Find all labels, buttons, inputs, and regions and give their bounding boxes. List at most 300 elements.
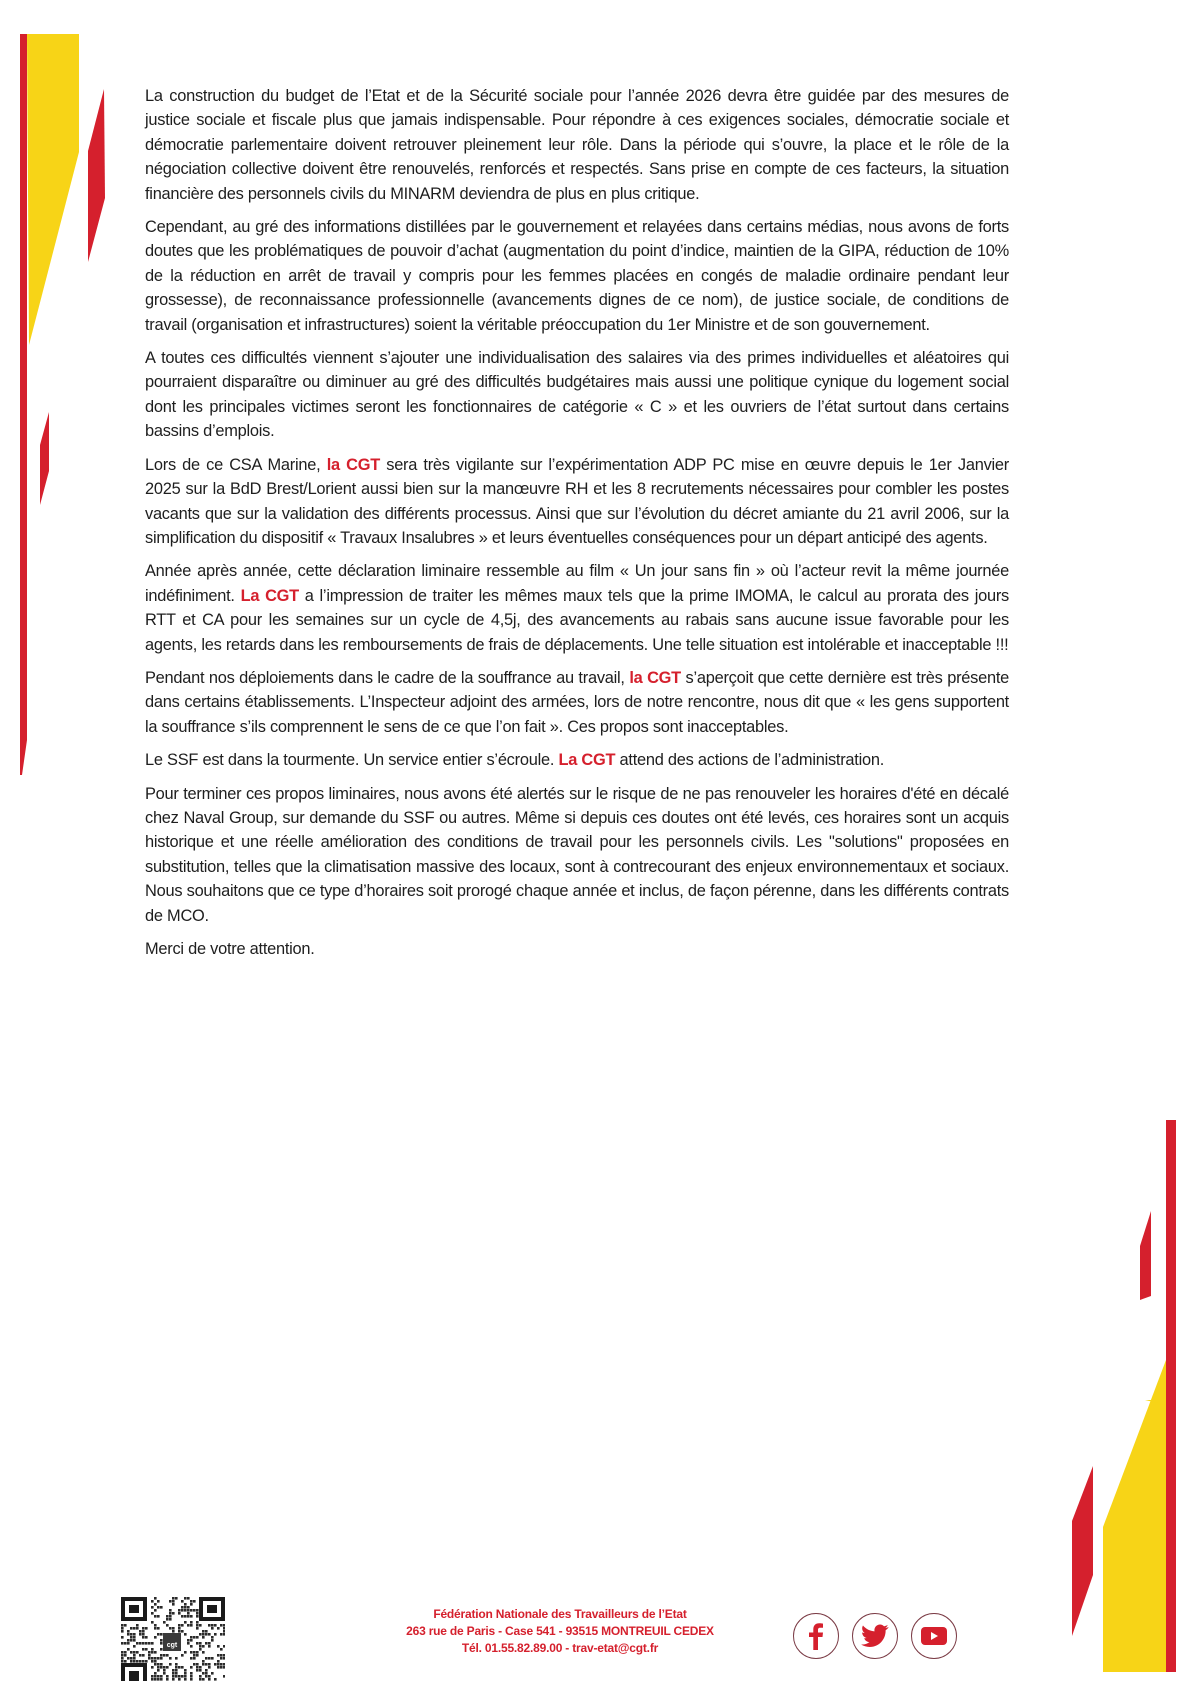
twitter-link[interactable]	[852, 1613, 898, 1659]
qr-module	[145, 1642, 148, 1645]
text-segment: Lors de ce CSA Marine,	[145, 455, 327, 474]
qr-module	[217, 1627, 220, 1630]
qr-module	[208, 1633, 211, 1636]
qr-module	[211, 1636, 214, 1639]
qr-module	[214, 1624, 217, 1627]
decor-red-sliver-3	[1140, 1211, 1151, 1300]
qr-module	[160, 1648, 163, 1651]
qr-module	[160, 1678, 163, 1681]
qr-module	[202, 1645, 205, 1648]
qr-module	[157, 1666, 160, 1669]
qr-module	[187, 1642, 190, 1645]
qr-module	[157, 1675, 160, 1678]
qr-module	[142, 1636, 145, 1639]
qr-module	[205, 1675, 208, 1678]
qr-module	[178, 1609, 181, 1612]
qr-module	[133, 1627, 136, 1630]
qr-module	[181, 1624, 184, 1627]
qr-module	[217, 1645, 220, 1648]
text-segment: Pendant nos déploiements dans le cadre de la souffrance au travail,	[145, 668, 630, 687]
qr-module	[190, 1666, 193, 1669]
qr-module	[196, 1624, 199, 1627]
qr-module	[223, 1627, 225, 1630]
qr-module	[190, 1636, 193, 1639]
qr-module	[196, 1669, 199, 1672]
paragraph	[145, 937, 1009, 961]
qr-module	[190, 1624, 193, 1627]
qr-module	[181, 1609, 184, 1612]
qr-module	[154, 1663, 157, 1666]
qr-module	[130, 1651, 133, 1654]
qr-module	[142, 1654, 145, 1657]
text-segment: Année après année, cette déclaration liminaire ressemble au film « Un jour sans fin » où l’acteur revit la même journée indéfiniment.	[145, 562, 1009, 605]
qr-module	[160, 1657, 163, 1660]
qr-module	[202, 1636, 205, 1639]
qr-module	[208, 1624, 211, 1627]
qr-module	[124, 1660, 127, 1663]
qr-module	[217, 1663, 220, 1666]
qr-module	[184, 1633, 187, 1636]
qr-module	[178, 1630, 181, 1633]
qr-module	[160, 1633, 163, 1636]
qr-module	[193, 1651, 196, 1654]
qr-module	[184, 1651, 187, 1654]
qr-module	[151, 1642, 154, 1645]
qr-module	[220, 1654, 223, 1657]
qr-module	[175, 1657, 178, 1660]
paragraph	[145, 346, 1009, 444]
qr-module	[169, 1600, 172, 1603]
qr-module	[193, 1654, 196, 1657]
qr-module	[169, 1612, 172, 1615]
qr-module	[130, 1636, 133, 1639]
qr-module	[151, 1660, 154, 1663]
qr-module	[187, 1597, 190, 1600]
qr-module	[208, 1663, 211, 1666]
cgt-highlight: la CGT	[629, 668, 681, 687]
qr-module	[157, 1657, 160, 1660]
qr-module	[202, 1651, 205, 1654]
paragraph	[145, 453, 1009, 551]
qr-module	[199, 1633, 202, 1636]
qr-module	[187, 1624, 190, 1627]
footer-organization: Fédération Nationale des Travailleurs de l’Etat	[433, 1607, 687, 1621]
qr-module	[217, 1666, 220, 1669]
qr-module	[169, 1609, 172, 1612]
qr-module	[184, 1597, 187, 1600]
qr-module	[211, 1624, 214, 1627]
qr-module	[217, 1660, 220, 1663]
qr-module	[148, 1657, 151, 1660]
document-body	[145, 84, 1009, 970]
decor-red-bar-bottom-right	[1166, 1120, 1176, 1672]
qr-module	[130, 1633, 133, 1636]
footer-address: 263 rue de Paris - Case 541 - 93515 MONTREUIL CEDEX	[406, 1624, 714, 1638]
qr-module	[178, 1678, 181, 1681]
qr-module	[223, 1630, 225, 1633]
qr-module	[136, 1624, 139, 1627]
qr-module	[223, 1645, 225, 1648]
qr-module	[169, 1627, 172, 1630]
qr-module	[214, 1663, 217, 1666]
text-segment: s’aperçoit que cette dernière est très présente dans certains établissements. L’Inspecteur adjoint des armées, lors de notre rencontre, nous dit que « les gens supportent la souffrance s’ils comprennent le sens de ce que l’on fait ». Ces propos sont inacceptables.	[145, 668, 1009, 736]
qr-module	[121, 1657, 124, 1660]
text-segment: A toutes ces difficultés viennent s’ajouter une individualisation des salaires via des primes individuelles et aléatoires qui pourraient disparaître ou diminuer au gré des difficultés budgétaires mais aussi une politique cynique du logement social dont les principales victimes seront les fonctionnaires de catégorie « C » et les ouvriers de l’état surtout dans certains bassins d’emplois.	[145, 349, 1009, 441]
qr-module	[151, 1606, 154, 1609]
qr-module	[160, 1675, 163, 1678]
qr-module	[151, 1678, 154, 1681]
paragraph	[145, 748, 1009, 772]
facebook-link[interactable]	[793, 1613, 839, 1659]
qr-module	[181, 1666, 184, 1669]
qr-module	[130, 1627, 133, 1630]
qr-module	[160, 1663, 163, 1666]
twitter-icon	[861, 1624, 889, 1648]
qr-module	[193, 1609, 196, 1612]
qr-module	[169, 1663, 172, 1666]
qr-module	[133, 1651, 136, 1654]
qr-module	[196, 1642, 199, 1645]
paragraph	[145, 666, 1009, 739]
qr-module	[127, 1639, 130, 1642]
qr-module	[202, 1678, 205, 1681]
qr-module	[184, 1621, 187, 1624]
qr-module	[136, 1660, 139, 1663]
qr-module	[205, 1663, 208, 1666]
qr-module	[187, 1639, 190, 1642]
qr-module	[190, 1672, 193, 1675]
qr-module	[127, 1633, 130, 1636]
cgt-highlight: La CGT	[558, 751, 616, 770]
qr-module	[136, 1627, 139, 1630]
qr-module	[220, 1657, 223, 1660]
qr-module	[178, 1624, 181, 1627]
qr-module	[205, 1642, 208, 1645]
qr-module	[220, 1633, 223, 1636]
qr-module	[214, 1633, 217, 1636]
qr-module	[205, 1657, 208, 1660]
qr-module	[133, 1636, 136, 1639]
text-segment: attend des actions de l’administration.	[615, 751, 885, 770]
qr-code	[121, 1597, 225, 1681]
qr-module	[157, 1678, 160, 1681]
qr-module	[139, 1660, 142, 1663]
paragraph	[145, 782, 1009, 928]
qr-module	[190, 1678, 193, 1681]
qr-module	[223, 1624, 225, 1627]
cgt-highlight: la CGT	[326, 455, 380, 474]
qr-module	[166, 1654, 169, 1657]
qr-module	[187, 1615, 190, 1618]
qr-module	[175, 1663, 178, 1666]
qr-module	[154, 1660, 157, 1663]
qr-module	[145, 1660, 148, 1663]
qr-module	[163, 1669, 166, 1672]
qr-module	[169, 1615, 172, 1618]
qr-module	[145, 1627, 148, 1630]
qr-module	[157, 1606, 160, 1609]
qr-module	[184, 1672, 187, 1675]
footer-contact: Tél. 01.55.82.89.00 - trav-etat@cgt.fr	[461, 1641, 659, 1655]
qr-module	[196, 1609, 199, 1612]
qr-module	[190, 1657, 193, 1660]
qr-module	[121, 1654, 124, 1657]
qr-module	[157, 1669, 160, 1672]
qr-module	[199, 1675, 202, 1678]
paragraph	[145, 84, 1009, 206]
qr-module	[190, 1615, 193, 1618]
qr-module	[205, 1669, 208, 1672]
qr-module	[196, 1612, 199, 1615]
qr-module	[211, 1639, 214, 1642]
qr-module	[133, 1645, 136, 1648]
qr-module	[184, 1675, 187, 1678]
qr-module	[193, 1636, 196, 1639]
qr-module	[193, 1600, 196, 1603]
qr-module	[160, 1639, 163, 1642]
qr-module	[187, 1612, 190, 1615]
qr-module	[121, 1660, 124, 1663]
qr-module	[190, 1600, 193, 1603]
qr-module	[145, 1648, 148, 1651]
paragraph	[145, 215, 1009, 337]
qr-module	[157, 1663, 160, 1666]
qr-module	[151, 1666, 154, 1669]
qr-module	[199, 1624, 202, 1627]
qr-module	[160, 1642, 163, 1645]
qr-module	[202, 1630, 205, 1633]
qr-module	[193, 1663, 196, 1666]
decor-yellow-wedge-bottom-right-upper	[1145, 1400, 1166, 1405]
qr-module	[157, 1627, 160, 1630]
footer-address-block	[330, 1606, 790, 1657]
qr-module	[181, 1654, 184, 1657]
qr-module	[223, 1663, 225, 1666]
qr-module	[187, 1606, 190, 1609]
qr-module	[154, 1597, 157, 1600]
qr-module	[148, 1651, 151, 1654]
qr-module	[187, 1609, 190, 1612]
facebook-icon	[805, 1622, 827, 1650]
qr-module	[151, 1651, 154, 1654]
qr-module	[139, 1633, 142, 1636]
qr-module	[223, 1657, 225, 1660]
decor-yellow-wedge-bottom-right	[1103, 1360, 1166, 1672]
qr-module	[133, 1657, 136, 1660]
qr-module	[154, 1636, 157, 1639]
qr-module	[172, 1612, 175, 1615]
qr-module	[184, 1606, 187, 1609]
youtube-link[interactable]	[911, 1613, 957, 1659]
qr-module	[169, 1657, 172, 1660]
qr-logo-text: cgt	[166, 1642, 178, 1649]
qr-module	[139, 1642, 142, 1645]
qr-module	[169, 1618, 172, 1621]
qr-module	[121, 1624, 124, 1627]
paragraph	[145, 559, 1009, 657]
qr-module	[142, 1633, 145, 1636]
qr-module	[208, 1678, 211, 1681]
qr-module	[166, 1666, 169, 1669]
youtube-icon	[920, 1626, 948, 1646]
text-segment: Le SSF est dans la tourmente. Un service entier s’écroule.	[145, 751, 559, 770]
qr-module	[154, 1627, 157, 1630]
qr-module	[121, 1630, 124, 1633]
qr-module	[148, 1642, 151, 1645]
qr-module	[154, 1678, 157, 1681]
qr-module	[124, 1654, 127, 1657]
qr-module	[127, 1630, 130, 1633]
qr-module	[208, 1666, 211, 1669]
decor-red-sliver-4	[1072, 1466, 1093, 1636]
qr-module	[160, 1654, 163, 1657]
qr-module	[172, 1672, 175, 1675]
qr-module	[184, 1669, 187, 1672]
qr-module	[172, 1675, 175, 1678]
qr-module	[190, 1639, 193, 1642]
qr-module	[178, 1666, 181, 1669]
qr-module	[157, 1600, 160, 1603]
qr-module	[196, 1654, 199, 1657]
qr-module	[175, 1597, 178, 1600]
qr-module	[142, 1627, 145, 1630]
qr-module	[136, 1651, 139, 1654]
qr-module	[190, 1603, 193, 1606]
text-segment: La construction du budget de l’Etat et de la Sécurité sociale pour l’année 2026 devra être guidée par des mesures de justice sociale et fiscale plus que jamais indispensable. Pour répondre à ces exigences sociales, démocratie sociale et démocratie parlementaire doivent retrouver pleinement leur rôle. Dans la période qui s’ouvre, la place et le rôle de la négociation collective doivent être renouvelés, renforcés et respectés. Sans prise en compte de ces facteurs, la situation financière des personnels civils du MINARM deviendra de plus en plus critique.	[145, 87, 1009, 203]
qr-module	[181, 1606, 184, 1609]
decor-red-sliver-1	[88, 89, 105, 262]
qr-module	[172, 1669, 175, 1672]
qr-module	[133, 1633, 136, 1636]
qr-module	[196, 1651, 199, 1654]
qr-module	[223, 1666, 225, 1669]
qr-module	[205, 1630, 208, 1633]
text-segment: Merci de votre attention.	[145, 940, 315, 958]
qr-module	[214, 1678, 217, 1681]
text-segment: Cependant, au gré des informations distillées par le gouvernement et relayées dans certains médias, nous avons de forts doutes que les problématiques de pouvoir d’achat (augmentation du point d’indice, maintien de la GIPA, réduction de 10% de la réduction en arrêt de travail y compris pour les femmes placées en congés de maladie ordinaire pendant leur grossesse), de reconnaissance professionnelle (avancements dignes de ce nom), de justice sociale, de conditions de travail (organisation et infrastructures) soient la véritable préoccupation du 1er Ministre et de son gouvernement.	[145, 218, 1009, 334]
qr-module	[157, 1615, 160, 1618]
qr-module	[166, 1618, 169, 1621]
qr-module	[172, 1603, 175, 1606]
qr-module	[124, 1651, 127, 1654]
qr-module	[127, 1657, 130, 1660]
qr-module	[190, 1609, 193, 1612]
qr-module	[139, 1630, 142, 1633]
qr-module	[124, 1642, 127, 1645]
text-segment: Pour terminer ces propos liminaires, nous avons été alertés sur le risque de ne pas renouveler les horaires d'été en décalé chez Naval Group, sur demande du SSF ou autres. Même si depuis ces doutes ont été levés, ces horaires sont un acquis historique et une réelle amélioration des conditions de travail pour les personnels civils. Les "solutions" proposées en substitution, telles que la climatisation massive des locaux, sont à contrecourant des enjeux environnementaux et sociaux. Nous souhaitons que ce type d’horaires soit prorogé chaque année et inclus, de façon pérenne, dans les différents contrats de MCO.	[145, 784, 1009, 925]
qr-module	[172, 1600, 175, 1603]
qr-module	[202, 1672, 205, 1675]
text-segment: a l’impression de traiter les mêmes maux tels que la prime IMOMA, le calcul au prorata des jours RTT et CA pour les semaines sur un cycle de 4,5j, des avancements au rabais sans aucune issue favorable pour les agents, les retards dans les remboursements de frais de déplacements. Une telle situation est intolérable et inacceptable !!!	[145, 586, 1009, 654]
qr-module	[190, 1675, 193, 1678]
qr-module	[181, 1615, 184, 1618]
qr-module	[178, 1612, 181, 1615]
qr-module	[217, 1654, 220, 1657]
qr-module	[142, 1630, 145, 1633]
qr-module	[154, 1615, 157, 1618]
qr-module	[196, 1663, 199, 1666]
qr-module	[220, 1648, 223, 1651]
qr-module	[196, 1621, 199, 1624]
qr-module	[199, 1642, 202, 1645]
qr-module	[133, 1660, 136, 1663]
qr-module	[199, 1678, 202, 1681]
qr-module	[133, 1639, 136, 1642]
qr-module	[130, 1660, 133, 1663]
qr-module	[160, 1666, 163, 1669]
qr-module	[121, 1627, 124, 1630]
qr-module	[142, 1648, 145, 1651]
qr-module	[190, 1645, 193, 1648]
qr-module	[154, 1672, 157, 1675]
qr-module	[163, 1621, 166, 1624]
qr-module	[151, 1612, 154, 1615]
qr-module	[154, 1651, 157, 1654]
qr-module	[121, 1651, 124, 1654]
qr-module	[154, 1624, 157, 1627]
qr-module	[196, 1636, 199, 1639]
qr-module	[157, 1633, 160, 1636]
qr-module	[208, 1675, 211, 1678]
qr-module	[172, 1630, 175, 1633]
qr-module	[199, 1666, 202, 1669]
qr-module	[166, 1678, 169, 1681]
qr-module	[184, 1609, 187, 1612]
qr-module	[223, 1675, 225, 1678]
qr-module	[130, 1657, 133, 1660]
qr-module	[133, 1654, 136, 1657]
qr-module	[199, 1648, 202, 1651]
qr-module	[142, 1660, 145, 1663]
qr-module	[163, 1672, 166, 1675]
decor-yellow-wedge-top-left	[27, 34, 79, 345]
qr-module	[196, 1615, 199, 1618]
qr-module	[145, 1636, 148, 1639]
qr-module	[211, 1672, 214, 1675]
qr-module	[151, 1675, 154, 1678]
qr-module	[166, 1615, 169, 1618]
qr-module	[184, 1615, 187, 1618]
qr-module	[172, 1597, 175, 1600]
text-segment: sera très vigilante sur l’expérimentation ADP PC mise en œuvre depuis le 1er Janvier 2025 sur la BdD Brest/Lorient aussi bien sur la manœuvre RH et les 8 recrutements nécessaires pour combler les postes vacants que sur la validation des différents processus. Ainsi que sur l’évolution du décret amiante du 21 avril 2006, sur la simplification du dispositif « Travaux Insalubres » et leurs éventuelles conséquences pour un départ anticipé des agents.	[145, 455, 1009, 547]
qr-module	[196, 1666, 199, 1669]
qr-module	[202, 1633, 205, 1636]
qr-module	[154, 1675, 157, 1678]
qr-module	[175, 1675, 178, 1678]
qr-module	[202, 1660, 205, 1663]
qr-module	[142, 1642, 145, 1645]
qr-module	[148, 1654, 151, 1657]
qr-module	[151, 1657, 154, 1660]
qr-module	[220, 1666, 223, 1669]
qr-module	[211, 1627, 214, 1630]
qr-module	[127, 1642, 130, 1645]
qr-module	[163, 1654, 166, 1657]
qr-module	[211, 1657, 214, 1660]
qr-module	[154, 1657, 157, 1660]
qr-module	[199, 1645, 202, 1648]
qr-module	[178, 1675, 181, 1678]
qr-module	[208, 1642, 211, 1645]
decor-red-sliver-2	[40, 412, 49, 505]
qr-module	[163, 1666, 166, 1669]
qr-module	[202, 1663, 205, 1666]
qr-module	[151, 1648, 154, 1651]
qr-module	[190, 1621, 193, 1624]
qr-module	[199, 1669, 202, 1672]
qr-module	[220, 1663, 223, 1666]
qr-module	[178, 1627, 181, 1630]
